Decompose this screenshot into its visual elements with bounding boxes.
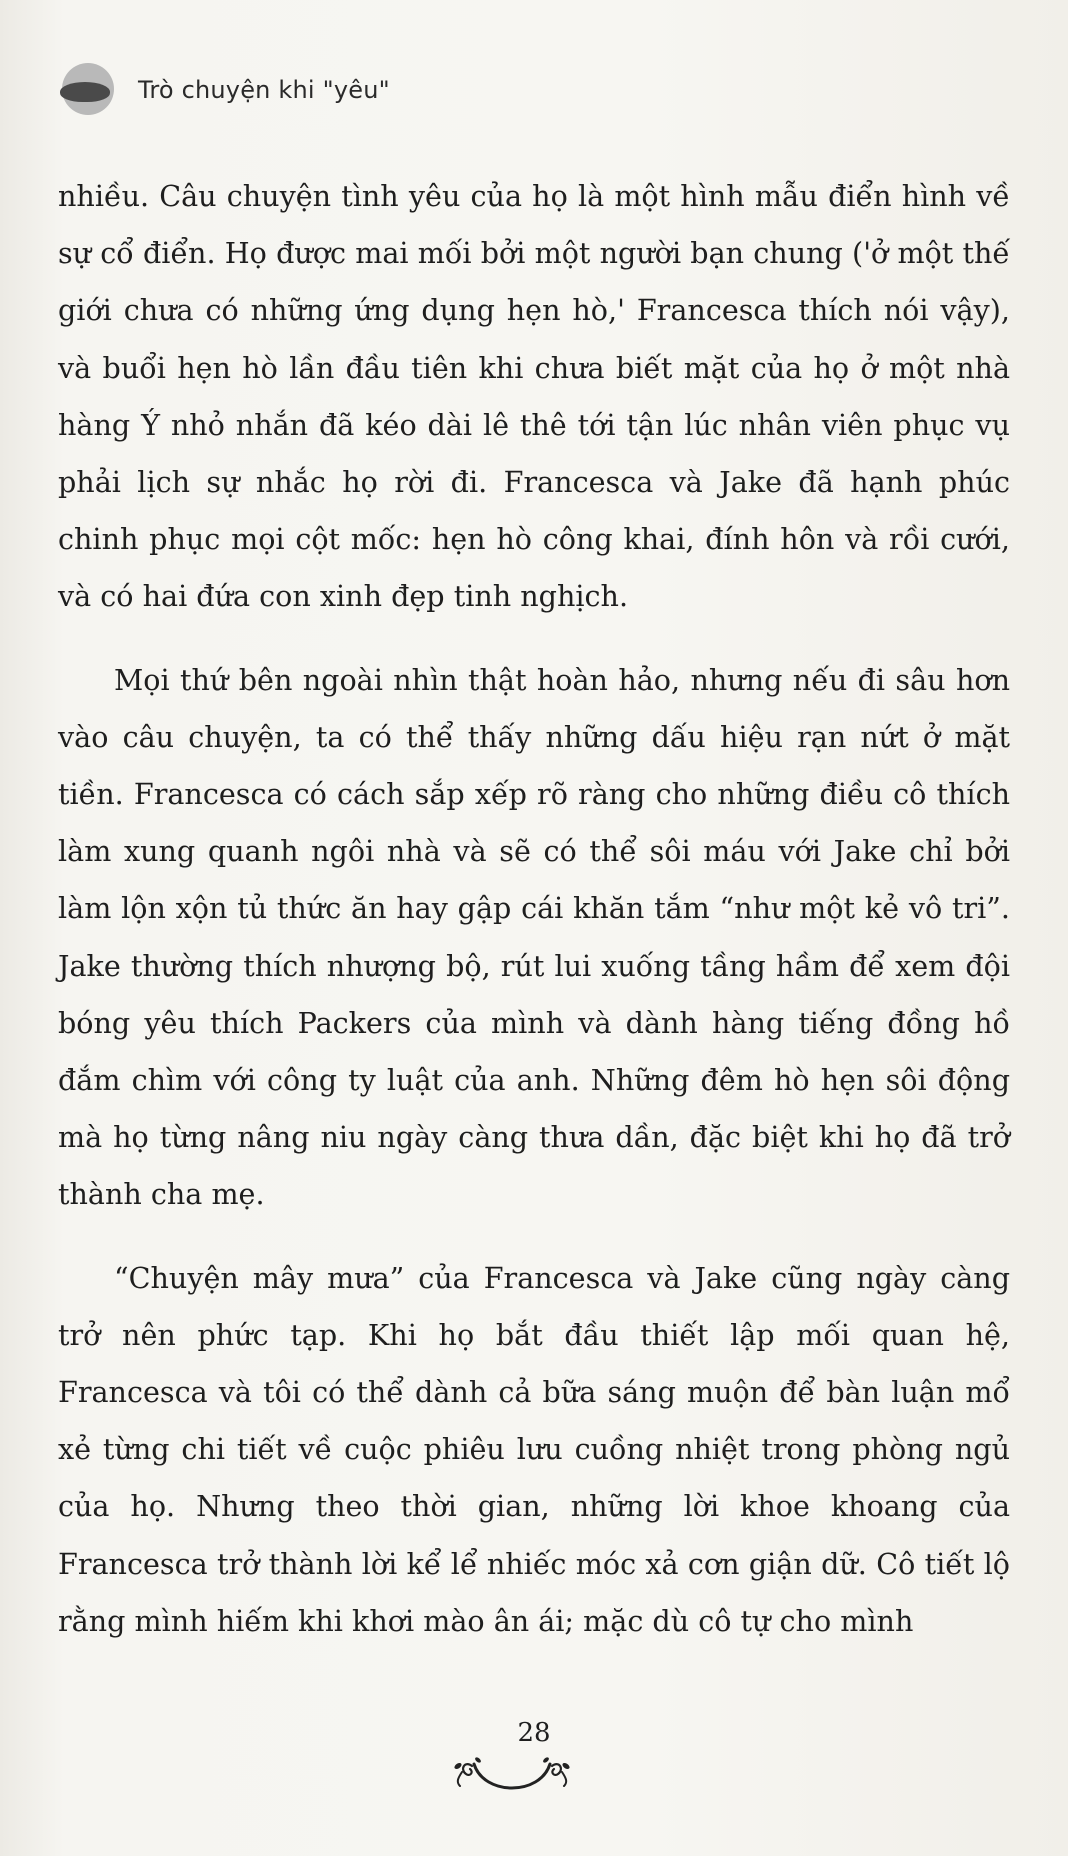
paragraph-1: nhiều. Câu chuyện tình yêu của họ là một hình mẫu điển hình về sự cổ điển. Họ được mai mối bởi một người bạn chung ('ở một thế giới chưa có những ứng dụng hẹn hò,' Francesca thích nói vậy), và buổi hẹn hò lần đầu tiên khi chưa biết mặt của họ ở một nhà hàng Ý nhỏ nhắn đã kéo dài lê thê tới tận lúc nhân viên phục vụ phải lịch sự nhắc họ rời đi. Francesca và Jake đã hạnh phúc chinh phục mọi cột mốc: hẹn hò công khai, đính hôn và rồi cưới, và có hai đứa con xinh đẹp tinh nghịch. <box>58 179 1010 614</box>
page-footer <box>0 1718 1068 1818</box>
smile-vine-ornament-icon <box>452 1752 572 1808</box>
paragraph-2: Mọi thứ bên ngoài nhìn thật hoàn hảo, nhưng nếu đi sâu hơn vào câu chuyện, ta có thể thấy những dấu hiệu rạn nứt ở mặt tiền. Francesca có cách sắp xếp rõ ràng cho những điều cô thích làm xung quanh ngôi nhà và sẽ có thể sôi máu với Jake chỉ bởi làm lộn xộn tủ thức ăn hay gập cái khăn tắm “như một kẻ vô tri”. Jake thường thích nhượng bộ, rút lui xuống tầng hầm để xem đội bóng yêu thích Packers của mình và dành hàng tiếng đồng hồ đắm chìm với công ty luật của anh. Những đêm hò hẹn sôi động mà họ từng nâng niu ngày càng thưa dần, đặc biệt khi họ đã trở thành cha mẹ. <box>58 662 1010 1212</box>
paragraph-3: “Chuyện mây mưa” của Francesca và Jake cũng ngày càng trở nên phức tạp. Khi họ bắt đầu thiết lập mối quan hệ, Francesca và tôi có thể dành cả bữa sáng muộn để bàn luận mổ xẻ từng chi tiết về cuộc phiêu lưu cuồng nhiệt trong phòng ngủ của họ. Nhưng theo thời gian, những lời khoe khoang của Francesca trở thành lời kể lể nhiếc móc xả cơn giận dữ. Cô tiết lộ rằng mình hiếm khi khơi mào ân ái; mặc dù cô tự cho mình <box>58 1260 1010 1638</box>
running-header <box>58 58 390 122</box>
body-text <box>58 168 1010 1650</box>
lips-badge-icon <box>58 61 116 119</box>
page-number: 28 <box>517 1718 551 1748</box>
lips-icon <box>60 82 110 102</box>
header-title: Trò chuyện khi "yêu" <box>138 76 390 104</box>
